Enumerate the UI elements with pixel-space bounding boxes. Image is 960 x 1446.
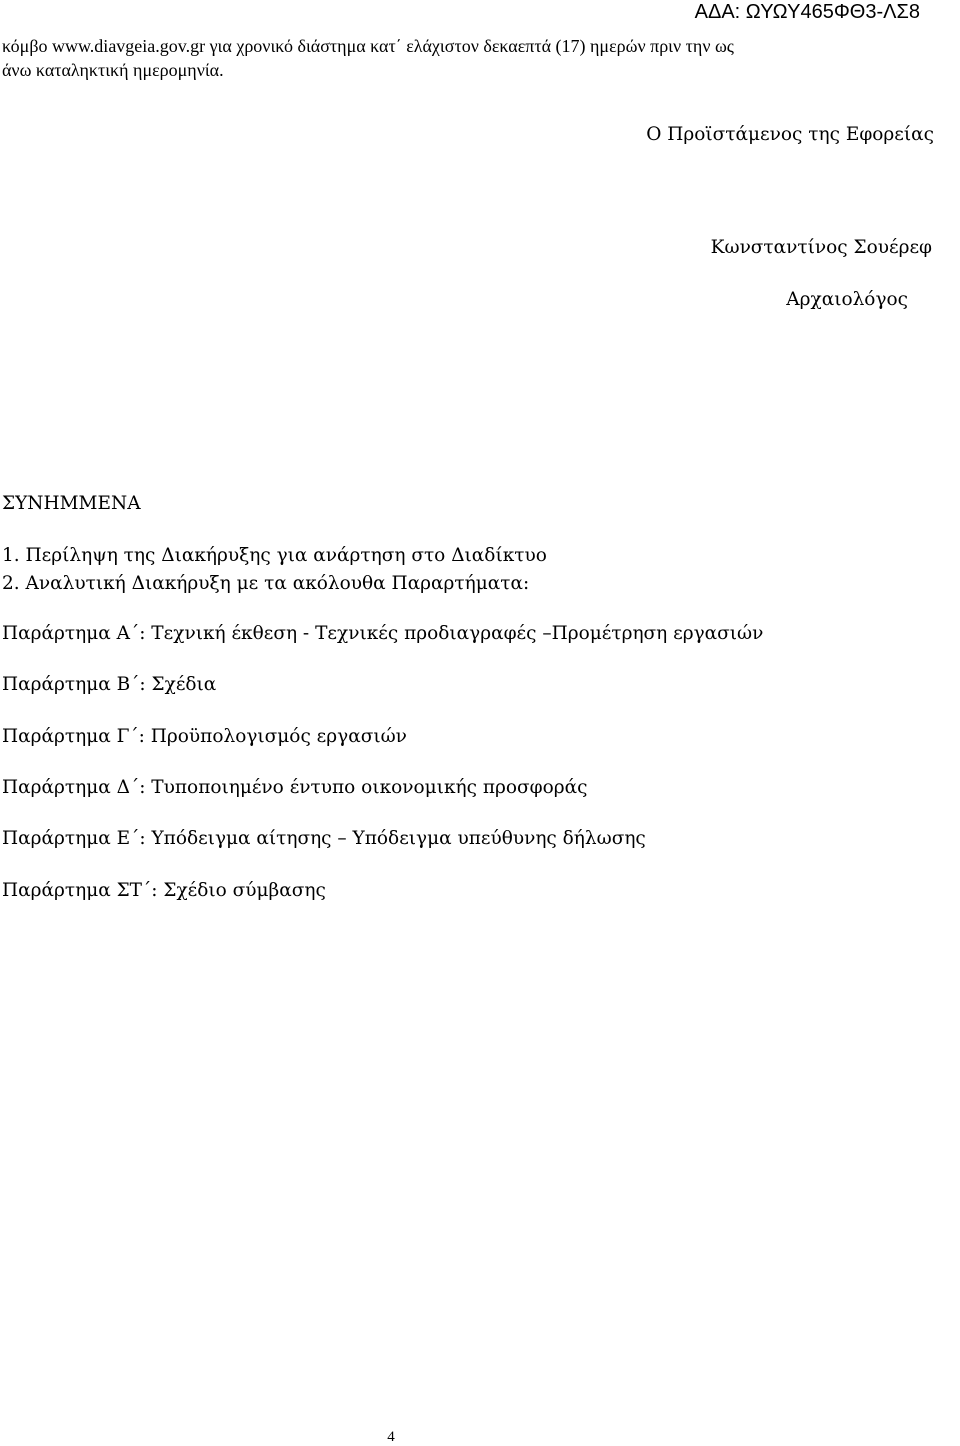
ada-code: ΑΔΑ: ΩΥΩΥ465ΦΘ3-ΛΣ8 bbox=[694, 1, 920, 23]
annex-item: Παράρτημα Α΄: Τεχνική έκθεση - Τεχνικές προδιαγραφές –Προμέτρηση εργασιών bbox=[2, 623, 764, 644]
annex-item: Παράρτημα Γ΄: Προϋπολογισμός εργασιών bbox=[2, 726, 407, 747]
annex-item: Παράρτημα ΣΤ΄: Σχέδιο σύμβασης bbox=[2, 880, 326, 901]
intro-line-2: άνω καταληκτική ημερομηνία. bbox=[2, 60, 224, 80]
annex-item: Παράρτημα Ε΄: Υπόδειγμα αίτησης – Υπόδειγμα υπεύθυνης δήλωσης bbox=[2, 828, 646, 849]
intro-line-1: κόμβο www.diavgeia.gov.gr για χρονικό διάστημα κατ΄ ελάχιστον δεκαεπτά (17) ημερών πριν την ως bbox=[2, 36, 734, 56]
signature-title: Ο Προϊστάμενος της Εφορείας bbox=[646, 124, 934, 145]
page-number: 4 bbox=[387, 1429, 395, 1445]
annex-item: Παράρτημα Β΄: Σχέδια bbox=[2, 674, 217, 695]
signature-name: Κωνσταντίνος Σουέρεφ bbox=[710, 237, 932, 258]
attachments-heading: ΣΥΝΗΜΜΕΝΑ bbox=[2, 493, 141, 514]
attachment-item: 2. Αναλυτική Διακήρυξη με τα ακόλουθα Παραρτήματα: bbox=[2, 573, 530, 594]
annex-item: Παράρτημα Δ΄: Τυποποιημένο έντυπο οικονομικής προσφοράς bbox=[2, 777, 588, 798]
attachment-item: 1. Περίληψη της Διακήρυξης για ανάρτηση στο Διαδίκτυο bbox=[2, 545, 547, 566]
intro-paragraph bbox=[2, 34, 960, 82]
signature-role: Αρχαιολόγος bbox=[786, 289, 908, 310]
